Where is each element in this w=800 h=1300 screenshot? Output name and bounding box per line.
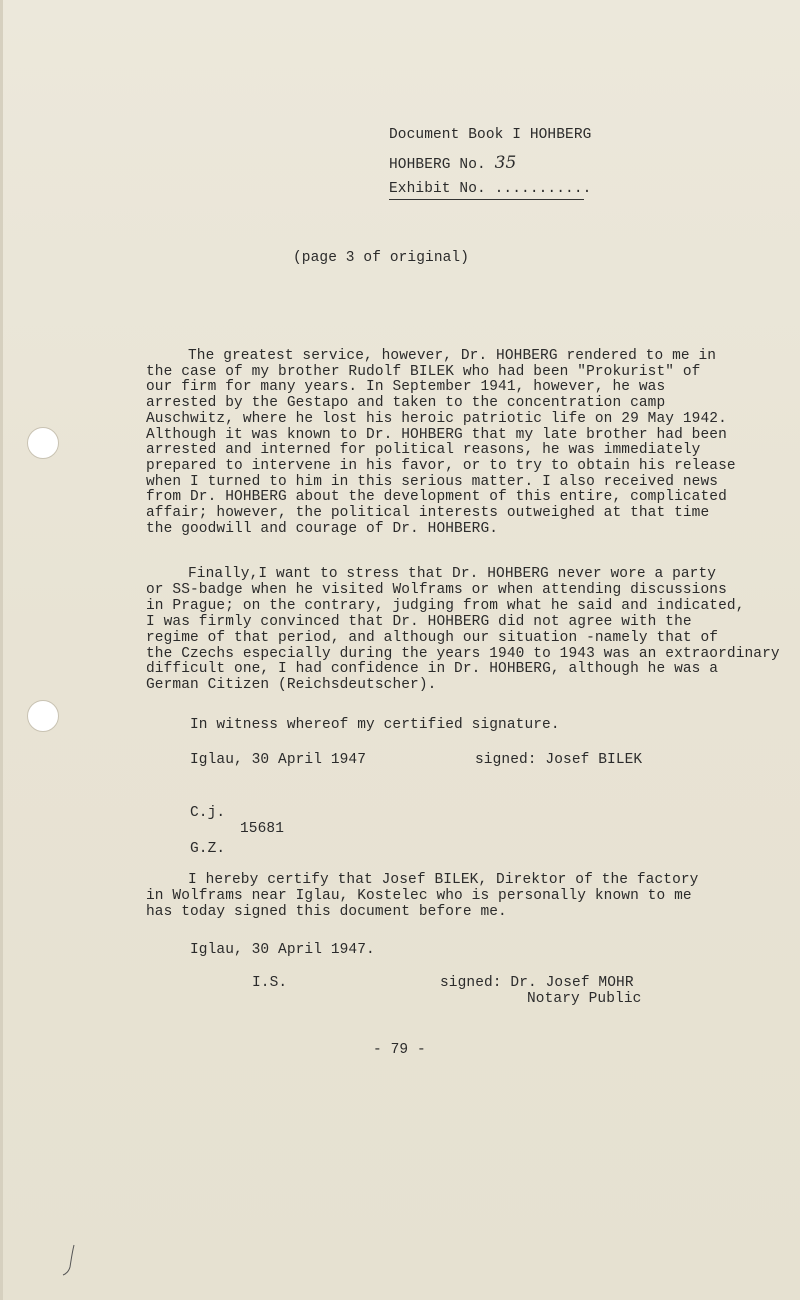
p2-line: the Czechs especially during the years 1940 to 1943 was an extraordinary [146,645,780,662]
punch-hole-top [27,427,59,459]
p1-line: the case of my brother Rudolf BILEK who had been "Prokurist" of [146,363,701,380]
punch-hole-bottom [27,700,59,732]
signature2-signed: signed: Dr. Josef MOHR [440,975,634,991]
signature1-signed: signed: Josef BILEK [475,752,643,768]
p1-line: prepared to intervene in his favor, or to try to obtain his release [146,457,736,474]
p2-line: I was firmly convinced that Dr. HOHBERG did not agree with the [146,613,692,630]
seal-mark: I.S. [252,975,288,991]
p2-line: Finally,I want to stress that Dr. HOHBERG never wore a party [188,566,717,582]
document-number-value: 35 [494,153,517,173]
p1-line: arrested by the Gestapo and taken to the concentration camp [146,395,666,412]
p1-line: Although it was known to Dr. HOHBERG that my late brother had been [146,426,727,443]
p2-line: difficult one, I had confidence in Dr. HOHBERG, although he was a [146,661,719,678]
registry-cj: C.j. [190,805,226,821]
document-number-label: HOHBERG No. [389,157,486,173]
p1-line: from Dr. HOHBERG about the development of this entire, complicated [146,489,727,506]
page-number: - 79 - [373,1042,426,1058]
signature1-place-date: Iglau, 30 April 1947 [190,752,367,768]
witness-line: In witness whereof my certified signature. [190,717,560,733]
p1-line: The greatest service, however, Dr. HOHBERG rendered to me in [188,348,717,364]
notary-title: Notary Public [527,991,642,1007]
pencil-mark-icon [60,1243,80,1277]
p1-line: Auschwitz, where he lost his heroic patriotic life on 29 May 1942. [146,410,727,427]
registry-number: 15681 [240,821,285,837]
p1-line: affair; however, the political interests outweighed at that time [146,505,710,521]
document-number [389,155,516,173]
p2-line: or SS-badge when he visited Wolframs or when attending discussions [146,581,727,598]
page-edge [0,0,3,1300]
p1-line: the goodwill and courage of Dr. HOHBERG. [146,520,499,537]
page-note: (page 3 of original) [293,250,470,266]
p2-line: regime of that period, and although our situation -namely that of [146,629,719,646]
p2-line: in Prague; on the contrary, judging from what he said and indicated, [146,597,745,614]
registry-gz: G.Z. [190,841,226,857]
p1-line: our firm for many years. In September 1941, however, he was [146,379,666,396]
exhibit-number: Exhibit No. ........... [389,182,584,200]
p3-line: has today signed this document before me. [146,904,507,921]
p3-line: I hereby certify that Josef BILEK, Direktor of the factory [188,872,699,888]
p2-line: German Citizen (Reichsdeutscher). [146,677,437,694]
p3-line: in Wolframs near Iglau, Kostelec who is personally known to me [146,888,692,905]
p1-line: arrested and interned for political reasons, he was immediately [146,442,701,459]
p1-line: when I turned to him in this serious matter. I also received news [146,473,719,490]
document-book-title: Document Book I HOHBERG [389,127,592,143]
signature2-place-date: Iglau, 30 April 1947. [190,942,375,958]
